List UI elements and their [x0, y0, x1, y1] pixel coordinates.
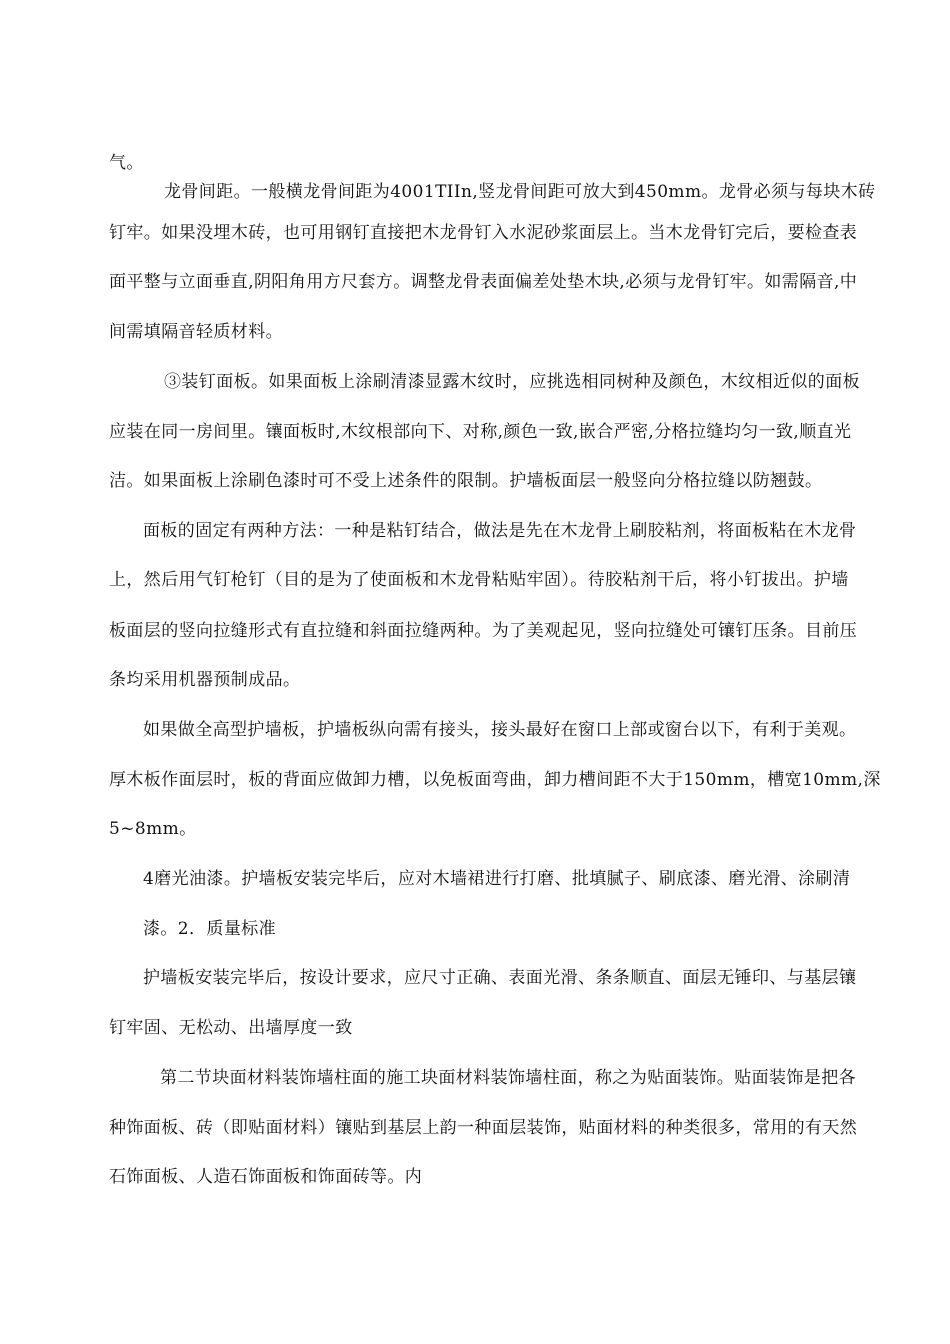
text-line: 第二节块面材料装饰墙柱面的施工块面材料装饰墙柱面，称之为贴面装饰。贴面装饰是把各 [160, 1068, 856, 1088]
text-line: 种饰面板、砖（即贴面材料）镶贴到基层上韵一种面层装饰，贴面材料的种类很多，常用的有天然 [109, 1118, 858, 1138]
text-line: 钉牢固、无松动、出墙厚度一致 [109, 1018, 353, 1038]
text-line: 面板的固定有两种方法：一种是粘钉结合，做法是先在木龙骨上刷胶粘剂，将面板粘在木龙骨 [143, 521, 857, 541]
text-line: 气。 [109, 153, 144, 173]
text-line: ③装钉面板。如果面板上涂刷清漆显露木纹时，应挑选相同树种及颜色，木纹相近似的面板 [164, 372, 860, 392]
text-line: 条均采用机器预制成品。 [109, 670, 301, 690]
text-line: 龙骨间距。一般横龙骨间距为4001TIIn,竖龙骨间距可放大到450mm。龙骨必须与每块木砖 [164, 182, 876, 202]
text-line: 厚木板作面层时，板的背面应做卸力槽，以免板面弯曲，卸力槽间距不大于150mm，槽宽10mm,深 [109, 770, 881, 790]
text-line: 面平整与立面垂直,阴阳角用方尺套方。调整龙骨表面偏差处垫木块,必须与龙骨钉牢。如需隔音,中 [109, 272, 858, 292]
text-line: 护墙板安装完毕后，按设计要求，应尺寸正确、表面光滑、条条顺直、面层无锤印、与基层镶 [143, 968, 857, 988]
text-line: 应装在同一房间里。镶面板时,木纹根部向下、对称,颜色一致,嵌合严密,分格拉缝均匀一致,顺直光 [109, 422, 852, 442]
text-line: 洁。如果面板上涂刷色漆时可不受上述条件的限制。护墙板面层一般竖向分格拉缝以防翘鼓。 [109, 471, 823, 491]
text-line: 4磨光油漆。护墙板安装完毕后，应对木墙裙进行打磨、批填腻子、刷底漆、磨光滑、涂刷清 [143, 869, 851, 889]
text-line: 钉牢。如果没埋木砖，也可用钢钉直接把木龙骨钉入水泥砂浆面层上。当木龙骨钉完后，要检查表 [109, 223, 858, 243]
text-line: 板面层的竖向拉缝形式有直拉缝和斜面拉缝两种。为了美观起见，竖向拉缝处可镶钉压条。目前压 [109, 621, 858, 641]
text-line: 间需填隔音轻质材料。 [109, 322, 283, 342]
text-line: 如果做全高型护墙板，护墙板纵向需有接头，接头最好在窗口上部或窗台以下，有利于美观。 [143, 720, 857, 740]
text-line: 5~8mm。 [109, 819, 197, 839]
text-line: 上，然后用气钉枪钉（目的是为了使面板和木龙骨粘贴牢固）。待胶粘剂干后，将小钉拔出。护墙 [109, 570, 849, 590]
text-line: 石饰面板、人造石饰面板和饰面砖等。内 [109, 1167, 423, 1187]
text-line: 漆。2．质量标准 [143, 919, 277, 939]
